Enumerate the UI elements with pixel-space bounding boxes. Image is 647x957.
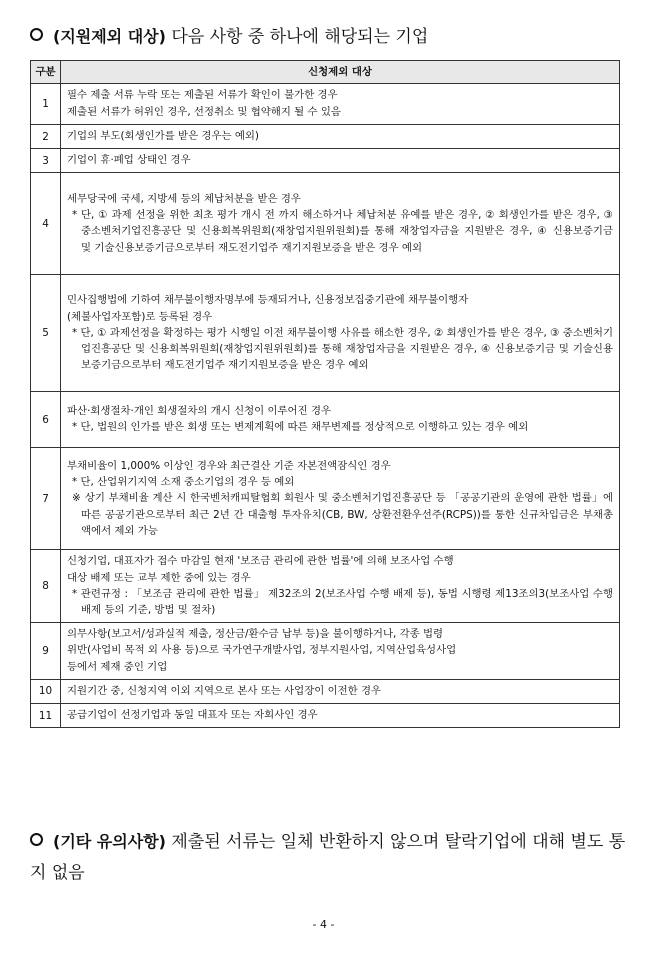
row-content [61,84,620,125]
row-content [61,550,620,623]
row-number: 7 [31,448,61,550]
row-note: * 단, 법원의 인가를 받은 회생 또는 변제계획에 따른 채무변제를 정상적으로 이행하고 있는 경우 예외 [72,421,529,434]
note-text: 제출된 서류는 일체 반환하지 않으며 탈락기업에 대해 별도 통지 없음 [30,832,626,883]
row-content [61,125,620,149]
table-row [31,550,620,623]
table-row [31,125,620,149]
page-number: - 4 - [312,918,335,931]
table-row [31,704,620,728]
row-line: 민사집행법에 기하여 채무불이행자명부에 등재되거나, 신용정보집중기관에 채무불이행자 [67,294,469,307]
row-note-reference: ※ 상기 부채비율 계산 시 한국벤처캐피탈협회 회원사 및 중소벤처기업진흥공단 등 「공공기관의 운영에 관한 법률」에 따른 공공기관으로부터 최근 2년 간 대출형 투자유치(CB, BW, 상환전환우선주(RCPS))를 통한 신규차입금은 부채총액에서 제외 가능 [72,492,613,537]
row-line: 파산·회생절차·개인 회생절차의 개시 신청이 이루어진 경우 [67,405,332,418]
row-line: (체불사업자포함)로 등록된 경우 [67,310,213,323]
row-content [61,392,620,448]
heading-bold-label: (지원제외 대상) [53,27,166,46]
row-line: 위반(사업비 목적 외 사용 등)으로 국가연구개발사업, 정부지원사업, 지역산업육성사업 [67,644,457,657]
table-row [31,84,620,125]
table-row [31,173,620,275]
table-row [31,448,620,550]
row-line: 세무당국에 국세, 지방세 등의 체납처분을 받은 경우 [67,193,301,205]
row-note: * 단, 산업위기지역 소재 중소기업의 경우 등 예외 [72,476,295,489]
circle-bullet-icon [30,833,43,846]
table-row [31,392,620,448]
table-row [31,623,620,680]
row-number: 1 [31,84,61,125]
row-number: 3 [31,149,61,173]
row-content [61,623,620,680]
row-line: 지원기간 중, 신청지역 이외 지역으로 본사 또는 사업장이 이전한 경우 [67,684,382,697]
row-line: 등에서 제재 중인 기업 [67,660,168,673]
row-line: 의무사항(보고서/성과실적 제출, 정산금/환수금 납부 등)을 불이행하거나, 각종 법령 [67,628,444,641]
row-number: 4 [31,173,61,275]
row-line: 제출된 서류가 허위인 경우, 선정취소 및 협약해지 될 수 있음 [67,105,341,118]
section-heading-exclusion [30,26,630,48]
note-bold-label: (기타 유의사항) [53,832,166,851]
row-number: 5 [31,275,61,392]
row-number: 9 [31,623,61,680]
header-exclusion-target: 신청제외 대상 [61,61,620,84]
row-number: 2 [31,125,61,149]
row-note: * 관련규정 : 「보조금 관리에 관한 법률」 제32조의 2(보조사업 수행 배제 등), 동법 시행령 제13조의3(보조사업 수행 배제 등의 기준, 방법 및 절차) [72,587,613,617]
table-row [31,275,620,392]
heading-text: 다음 사항 중 하나에 해당되는 기업 [171,27,429,47]
row-content [61,149,620,173]
exclusion-table [30,60,620,728]
row-note: * 단, ① 과제선정을 확정하는 평가 시행일 이전 채무불이행 사유를 해소한 경우, ② 회생인가를 받은 경우, ③ 중소벤처기업진흥공단 및 신용회복위원회(재창업지원위원회)를 통해 재창업자금을 지원받은 경우, ④ 신용보증기금 및 기술신용보증기금으로부터 재도전기업주 재기지원보증을 받은 경우 예외 [72,326,613,372]
row-line: 필수 제출 서류 누락 또는 제출된 서류가 확인이 불가한 경우 [67,89,338,102]
circle-bullet-icon [30,28,43,41]
row-line: 부채비율이 1,000% 이상인 경우와 최근결산 기준 자본전액잠식인 경우 [67,459,391,472]
row-number: 10 [31,679,61,703]
row-line: 신청기업, 대표자가 접수 마감일 현재 '보조금 관리에 관한 법률'에 의해 보조사업 수행 [67,555,454,568]
table-header-row [31,61,620,84]
row-line: 기업이 휴·폐업 상태인 경우 [67,154,191,167]
row-line: 대상 배제 또는 교부 제한 중에 있는 경우 [67,571,251,584]
row-line: 기업의 부도(회생인가를 받은 경우는 예외) [67,130,259,142]
row-number: 6 [31,392,61,448]
row-content [61,704,620,728]
section-note-other [30,826,630,889]
row-note: * 단, ① 과제 선정을 위한 최초 평가 개시 전 까지 해소하거나 체납처분 유예를 받은 경우, ② 회생인가를 받은 경우, ③ 중소벤처기업진흥공단 및 신용회복위원회(재창업지원위원회)를 통해 재창업자금을 지원받은 경우, ④ 신용보증기금 및 기술신용보증기금으로부터 재도전기업주 재기지원보증을 받은 경우 예외 [72,209,613,254]
row-content [61,275,620,392]
row-number: 11 [31,704,61,728]
row-content [61,679,620,703]
row-line: 공급기업이 선정기업과 동일 대표자 또는 자회사인 경우 [67,709,318,722]
table-row [31,149,620,173]
row-content [61,448,620,550]
row-content [61,173,620,275]
header-category: 구분 [31,61,61,84]
table-row [31,679,620,703]
row-number: 8 [31,550,61,623]
